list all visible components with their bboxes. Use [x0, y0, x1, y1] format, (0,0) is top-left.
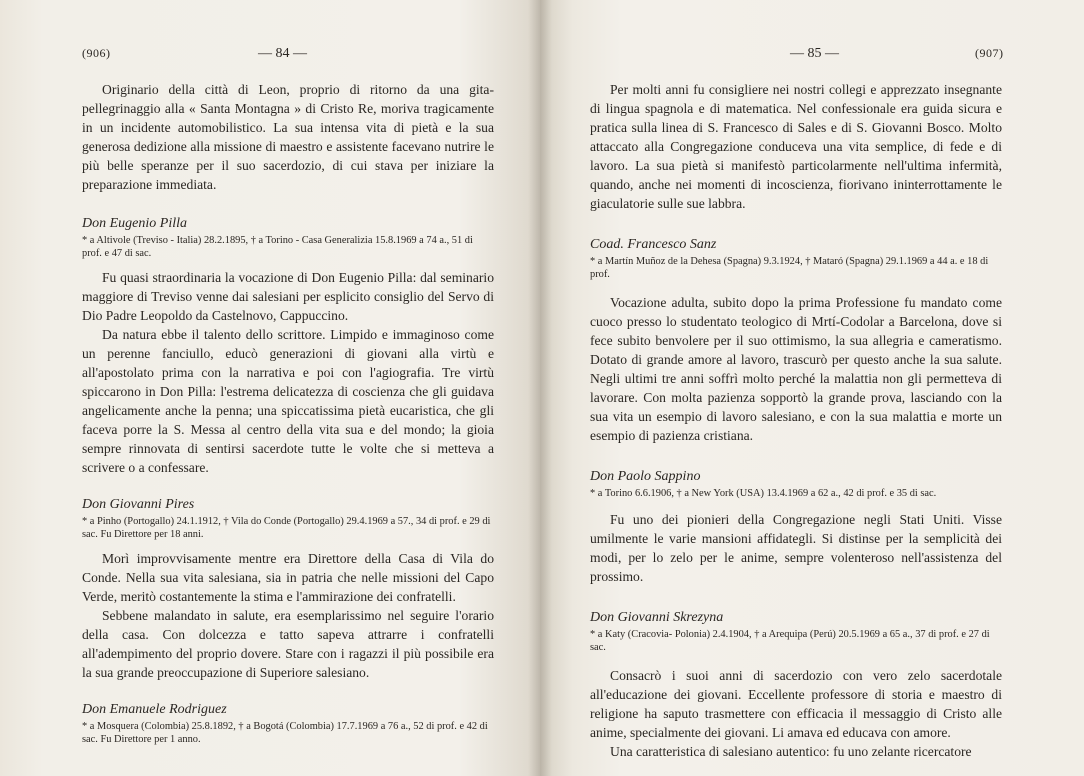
entry-paragraph: Una caratteristica di salesiano autentico: fu uno zelante ricercatore: [610, 744, 972, 759]
intro-paragraph-right: Per molti anni fu consigliere nei nostri collegi e apprezzato insegnante di lingua spagnola e di matematica. Nel confessionale era guida sicura e pratica sulla linea di S. Francesco di Sales e di S. Giovanni Bosco. Molto attaccato alla Congregazione conduceva una vita semplice, di fede e di lavoro. La sua pietà si manifestò particolarmente nell'ultima infermità, quando, anche nei momenti di incoscienza, fiorivano ininterrottamente le giaculatorie sulle sue labbra.: [590, 82, 1002, 211]
obituary-entry: [82, 214, 494, 477]
entry-paragraph: Da natura ebbe il talento dello scrittore. Limpido e immaginoso come un perenne fanciullo, educò generazioni di giovani alla virtù e all'apostolato prima con la narrativa e poi con l'agiografia. Tre virtù spiccarono in Don Pilla: l'estrema delicatezza di coscienza che gli guidava angelicamente anche la penna; una spiccatissima pietà eucaristica, che gli faceva porre la S. Messa al centro della vita sua e del mondo; la gioia sempre rinnovata di sentirsi sacerdote tutte le volte che si metteva a scrivere o a confessare.: [82, 327, 494, 475]
left-page: [0, 0, 540, 776]
page-number-right: (907): [975, 46, 1004, 60]
entry-paragraph: Consacrò i suoi anni di sacerdozio con vero zelo sacerdotale all'educazione dei giovani. Eccellente professore di storia e maestro di religione ha saputo trasmettere con efficacia il messaggio di Cristo alle anime, specialmente dei giovani. Li amava ed educava con amore.: [590, 668, 1002, 740]
book-gutter: [528, 0, 552, 776]
obituary-entry: [590, 467, 1002, 586]
entry-name: Coad. Francesco Sanz: [590, 237, 717, 252]
entry-bio: * a Torino 6.6.1906, † a New York (USA) 13.4.1969 a 62 a., 42 di prof. e 35 di sac.: [590, 488, 937, 499]
intro-paragraph-left: Originario della città di Leon, proprio di ritorno da una gita-pellegrinaggio alla « Santa Montagna » di Cristo Re, moriva tragicamente in un incidente automobilistico. La sua intensa vita di pietà e la sua generosa dedizione alla missione di maestro e assistente facevano nutrire le più belle speranze per il suo sacerdozio, di cui stava per iniziare la preparazione immediata.: [82, 82, 494, 192]
entry-paragraph: Fu quasi straordinaria la vocazione di Don Eugenio Pilla: dal seminario maggiore di Treviso venne dai salesiani per esplicito consiglio del Servo di Dio Padre Leopoldo da Castelnovo, Cappuccino.: [82, 270, 494, 323]
entry-name: Don Giovanni Pires: [82, 497, 195, 512]
obituary-entry: [590, 608, 1002, 761]
entry-name: Don Paolo Sappino: [590, 469, 701, 484]
obituary-entry: [82, 700, 494, 746]
entry-bio: * a Martín Muñoz de la Dehesa (Spagna) 9.3.1924, † Mataró (Spagna) 29.1.1969 a 44 a. e 18 di prof.: [590, 256, 989, 280]
entry-bio: * a Pinho (Portogallo) 24.1.1912, † Vila do Conde (Portogallo) 29.4.1969 a 57., 34 di prof. e 29 di sac. Fu Direttore per 18 anni.: [82, 516, 491, 540]
page-header-left: — 84 —: [258, 46, 307, 61]
entry-paragraph: Vocazione adulta, subito dopo la prima Professione fu mandato come cuoco presso lo studentato teologico di Mrtí-Codolar a Barcelona, dove si fece subito benvolere per il suo ottimismo, la sua allegria e cameratismo. Dotato di grande amore al lavoro, trascurò per questo anche la sua salute. Negli ultimi tre anni soffrì molto perché la malattia non gli permetteva di lavorare. Con molta pazienza sopportò la grande prova, lasciando con la sua vita un esempio di lavoro salesiano, e con la sua malattia e morte un esempio di pazienza cristiana.: [590, 295, 1002, 443]
entry-paragraph: Sebbene malandato in salute, era esemplarissimo nel seguire l'orario della casa. Con dolcezza e tatto sapeva attrarre i confratelli all'adempimento del proprio dovere. Stare con i ragazzi il più possibile era la sua grande preoccupazione di Superiore salesiano.: [82, 608, 494, 680]
entry-bio: * a Altivole (Treviso - Italia) 28.2.1895, † a Torino - Casa Generalizia 15.8.1969 a 74 a., 51 di prof. e 47 di sac.: [82, 235, 473, 259]
left-page-content: [82, 80, 494, 746]
page-number-left: (906): [82, 46, 111, 60]
right-page-content: [590, 80, 1002, 761]
entry-paragraph: Morì improvvisamente mentre era Direttore della Casa di Vila do Conde. Nella sua vita salesiana, sia in patria che nelle missioni del Capo Verde, meritò costantemente la stima e l'ammirazione dei confratelli.: [82, 551, 494, 604]
obituary-entry: [590, 235, 1002, 445]
entry-name: Don Giovanni Skrezyna: [590, 610, 724, 625]
entry-bio: * a Mosquera (Colombia) 25.8.1892, † a Bogotá (Colombia) 17.7.1969 a 76 a., 52 di prof. e 42 di sac. Fu Direttore per 1 anno.: [82, 721, 488, 745]
entry-name: Don Eugenio Pilla: [82, 216, 187, 231]
page-header-right: — 85 —: [790, 46, 839, 61]
entry-paragraph: Fu uno dei pionieri della Congregazione negli Stati Uniti. Visse umilmente le varie mansioni affidategli. Si distinse per la semplicità dei modi, per lo zelo per le anime, sempre volenteroso nell'assistenza del prossimo.: [590, 512, 1002, 584]
entry-name: Don Emanuele Rodriguez: [82, 702, 227, 717]
entry-bio: * a Katy (Cracovia- Polonia) 2.4.1904, † a Arequipa (Perú) 20.5.1969 a 65 a., 37 di prof. e 27 di sac.: [590, 629, 990, 653]
obituary-entry: [82, 495, 494, 682]
